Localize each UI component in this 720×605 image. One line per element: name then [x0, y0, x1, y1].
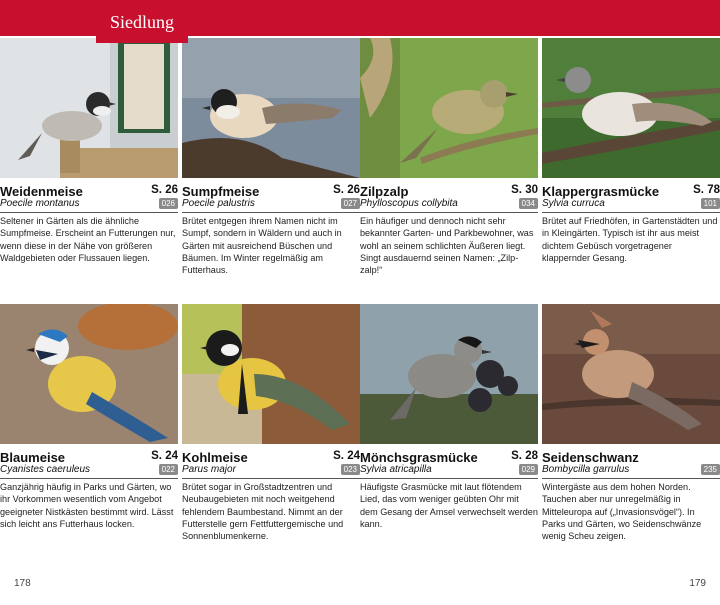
divider — [542, 478, 720, 479]
divider — [0, 212, 178, 213]
weidenmeise-photo — [0, 38, 178, 178]
bird-description: Ganzjährig häufig in Parks und Gärten, wo ihr Vorkommen wesentlich vom Angebot geeigneter Nistkästen bestimmt wird. Lässt sich leicht ans Futterhaus locken. — [0, 482, 174, 529]
page-reference: S. 28 — [511, 450, 538, 462]
bird-description: Ein häufiger und dennoch nicht sehr bekannter Garten- und Parkbewohner, was wohl an seinem schlichten Äußeren liegt. Singt ausdauernd seinen Namen: „Zilp-zalp!“ — [360, 216, 534, 276]
bird-name: Klappergrasmücke — [542, 184, 660, 199]
moenchsgrasmuecke-photo — [360, 304, 538, 444]
latin-name: Poecile palustris — [182, 198, 255, 209]
species-number-badge: 023 — [341, 464, 360, 475]
latin-name: Cyanistes caeruleus — [0, 464, 91, 475]
page-reference: S. 24 — [151, 450, 178, 462]
divider — [360, 212, 538, 213]
species-number-badge: 101 — [701, 198, 720, 209]
latin-name: Phylloscopus collybita — [360, 198, 458, 209]
page-reference: S. 26 — [151, 184, 178, 196]
divider — [542, 212, 720, 213]
bird-description: Brütet entgegen ihrem Namen nicht im Sumpf, sondern in Wäldern und auch in Gärten mit ausreichend Büschen und Bäumen. Im Winter regelmäßig am Futterhaus. — [182, 216, 342, 276]
species-number-badge: 034 — [519, 198, 538, 209]
bird-description: Häufigste Grasmücke mit laut flötendem Lied, das vom weniger geübten Ohr mit dem Gesang der Amsel verwechselt werden kann. — [360, 482, 538, 529]
bird-description: Brütet auf Friedhöfen, in Gartenstädten und in Kleingärten. Typisch ist ihr aus meist dichtem Gebüsch vorgetragener klappernder Gesang. — [542, 216, 718, 263]
zilpzalp-photo — [360, 38, 538, 178]
bird-name: Blaumeise — [0, 450, 66, 465]
klappergrasmuecke-photo — [542, 38, 720, 178]
latin-name: Sylvia atricapilla — [360, 464, 432, 475]
species-number-badge: 029 — [519, 464, 538, 475]
chapter-header-bar — [0, 0, 720, 36]
blaumeise-photo — [0, 304, 178, 444]
divider — [360, 478, 538, 479]
page-reference: S. 30 — [511, 184, 538, 196]
bird-name: Zilpzalp — [360, 184, 409, 199]
page-number-left: 178 — [14, 578, 31, 589]
species-number-badge: 022 — [159, 464, 178, 475]
bird-description: Wintergäste aus dem hohen Norden. Tauchen aber nur unregelmäßig in Mitteleuropa auf („Invasionsvögel“). In Parks und Gärten, wo Seidenschwänze wenig Scheu zeigen. — [542, 482, 702, 542]
latin-name: Parus major — [182, 464, 236, 475]
latin-name: Bombycilla garrulus — [542, 464, 630, 475]
divider — [182, 478, 360, 479]
species-number-badge: 026 — [159, 198, 178, 209]
divider — [0, 478, 178, 479]
page-reference: S. 26 — [333, 184, 360, 196]
chapter-title: Siedlung — [96, 9, 188, 39]
latin-name: Sylvia curruca — [542, 198, 605, 209]
bird-name: Sumpfmeise — [182, 184, 260, 199]
page-reference: S. 24 — [333, 450, 360, 462]
kohlmeise-photo — [182, 304, 360, 444]
divider — [182, 212, 360, 213]
latin-name: Poecile montanus — [0, 198, 80, 209]
bird-name: Kohlmeise — [182, 450, 248, 465]
species-number-badge: 235 — [701, 464, 720, 475]
bird-name: Mönchsgrasmücke — [360, 450, 478, 465]
bird-name: Seidenschwanz — [542, 450, 639, 465]
bird-description: Brütet sogar in Großstadtzentren und Neubaugebieten mit noch weitgehend fehlendem Baumbestand. Nimmt an der Futterstelle gern Fettfuttergemische und Sonnenblumenkerne. — [182, 482, 344, 542]
species-number-badge: 027 — [341, 198, 360, 209]
bird-name: Weidenmeise — [0, 184, 83, 199]
page-number-right: 179 — [689, 578, 706, 589]
seidenschwanz-photo — [542, 304, 720, 444]
sumpfmeise-photo — [182, 38, 360, 178]
page-reference: S. 78 — [693, 184, 720, 196]
bird-description: Seltener in Gärten als die ähnliche Sumpfmeise. Erscheint an Futterungen nur, wenn diese in der Nähe von größeren Waldgebieten oder Flussauen liegen. — [0, 216, 176, 263]
